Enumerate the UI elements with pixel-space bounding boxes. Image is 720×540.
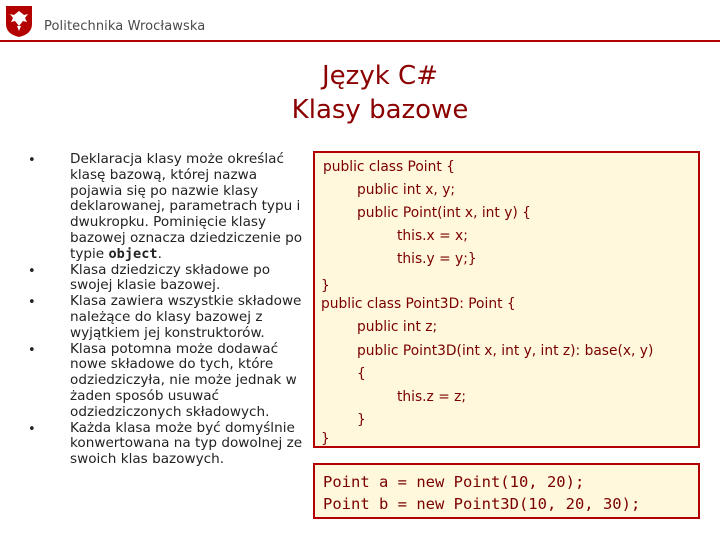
bullet-text: Klasa zawiera wszystkie składowe należące do klasy bazowej z wyjątkiem jej konstruktorów. (70, 293, 302, 341)
institution-name: Politechnika Wrocławska (44, 19, 206, 34)
code-line: public int z; (357, 319, 438, 335)
bullet-icon: • (28, 153, 36, 168)
code-line: } (321, 431, 330, 447)
bullet-text-end: . (157, 245, 162, 262)
code-line: this.z = z; (397, 389, 467, 405)
bullet-item (28, 152, 310, 263)
bullet-text: Klasa potomna może dodawać nowe składowe do tych, które odziedziczyła, nie może jednak w żaden sposób usuwać odziedziczonych składowych. (70, 340, 297, 420)
usage-line: Point b = new Point3D(10, 20, 30); (323, 495, 641, 513)
bullet-item (28, 263, 310, 295)
code-line: public Point(int x, int y) { (357, 205, 531, 221)
bullet-icon: • (28, 295, 36, 311)
code-line: this.x = x; (397, 228, 468, 244)
bullet-icon: • (28, 421, 36, 437)
code-line: { (357, 366, 366, 382)
eagle-logo-icon (4, 4, 34, 38)
usage-line: Point a = new Point(10, 20); (323, 473, 585, 491)
slide-subtitle: Klasy bazowe (291, 95, 469, 125)
code-line: this.y = y;} (397, 251, 477, 267)
bullet-item (28, 421, 310, 468)
code-block (313, 151, 700, 448)
bullet-list (28, 152, 310, 468)
code-line: public class Point3D: Point { (321, 296, 516, 312)
bullet-text: Klasa dziedziczy składowe po swojej klasie bazowej. (70, 261, 271, 294)
bullet-icon: • (28, 342, 36, 358)
code-line: public Point3D(int x, int y, int z): base(x, y) (357, 343, 654, 359)
slide-title: Język C# (322, 61, 438, 91)
bullet-item (28, 342, 310, 421)
code-line: } (357, 412, 366, 428)
bullet-text: Deklaracja klasy może określać klasę bazową, której nazwa pojawia się po nazwie klasy deklarowanej, parametrach typu i dwukropku. Pominięcie klasy bazowej oznacza dziedziczenie po typie (70, 151, 303, 262)
bullet-icon: • (28, 263, 36, 279)
usage-code-block (313, 463, 700, 519)
code-line: public int x, y; (357, 182, 456, 198)
header-divider (0, 40, 720, 42)
inline-code: object (108, 245, 158, 262)
bullet-item (28, 294, 310, 341)
code-line: } (321, 278, 330, 294)
code-line: public class Point { (323, 159, 455, 175)
bullet-text: Każda klasa może być domyślnie konwertowana na typ dowolnej ze swoich klas bazowych. (70, 419, 303, 468)
